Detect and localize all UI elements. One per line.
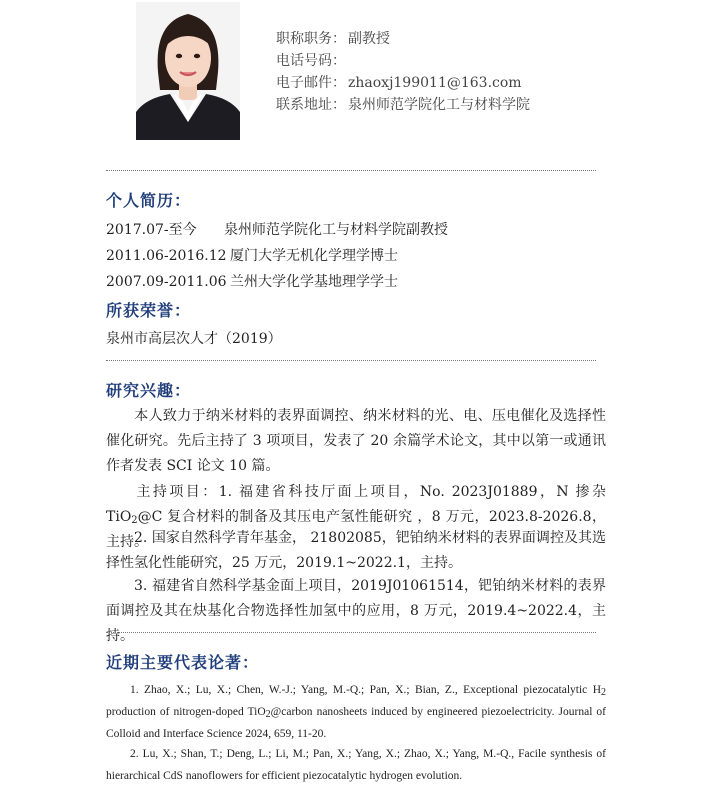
- project-3-text: 3. 福建省自然科学基金面上项目，2019J01061514，钯铂纳米材料的表界面调控及其在炔基化合物选择性加氢中的应用，8 万元，2019.4~2022.4，主持。: [106, 578, 606, 644]
- project-1-text-a: 主持项目：1. 福建省科技厅面上项目，No. 2023J01889，N 掺杂 TiO: [106, 484, 606, 525]
- resume-entry: [106, 243, 448, 269]
- divider: [106, 170, 596, 171]
- email-label: 电子邮件：: [276, 75, 346, 91]
- publication-1-text-a: 1. Zhao, X.; Lu, X.; Chen, W.-J.; Yang, M.-Q.; Pan, X.; Bian, Z., Exceptional piezocatalytic H: [130, 684, 601, 696]
- project-3: [106, 574, 606, 649]
- title-value: 副教授: [348, 31, 390, 47]
- divider: [106, 632, 596, 633]
- resume-entry: [106, 269, 448, 295]
- contact-title-row: [276, 28, 530, 50]
- resume-desc: 兰州大学化学基地理学学士: [230, 274, 398, 290]
- honor-item: 泉州市高层次人才（2019）: [106, 331, 282, 347]
- email-value[interactable]: zhaoxj199011@163.com: [348, 75, 522, 91]
- title-label: 职称职务：: [276, 31, 346, 47]
- contact-email-row: [276, 72, 530, 94]
- publication-1-sub-2: 2: [265, 709, 271, 720]
- research-heading: 研究兴趣：: [106, 381, 192, 400]
- honors-heading: 所获荣誉：: [106, 301, 192, 320]
- publication-1-text-b: production of nitrogen-doped TiO: [106, 706, 266, 718]
- profile-photo: [136, 2, 240, 140]
- research-intro-text: 本人致力于纳米材料的表界面调控、纳米材料的光、电、压电催化及选择性催化研究。先后主持了 3 项项目，发表了 20 余篇学术论文，其中以第一或通讯作者发表 SCI 论文 10 篇。: [106, 408, 606, 474]
- publication-1-sub-1: 2: [601, 687, 606, 698]
- publication-1: [106, 679, 606, 745]
- contact-address-row: [276, 94, 530, 116]
- address-label: 联系地址：: [276, 97, 346, 113]
- publication-2: [106, 743, 606, 787]
- resume-desc: 泉州师范学院化工与材料学院副教授: [224, 222, 448, 238]
- phone-label: 电话号码：: [276, 53, 346, 69]
- contact-info: [276, 28, 530, 116]
- resume-list: [106, 217, 448, 295]
- project-1-sub: 2: [131, 515, 138, 526]
- resume-desc: 厦门大学无机化学理学博士: [230, 248, 398, 264]
- publication-1-text-c: @carbon nanosheets induced by engineered piezoelectricity. Journal of Colloid and Interface Science 2024, 659, 11-20.: [106, 706, 606, 740]
- divider: [106, 360, 596, 361]
- resume-date: 2017.07-至今: [106, 222, 197, 238]
- resume-date: 2007.09-2011.06: [106, 274, 227, 290]
- project-2-text: 2. 国家自然科学青年基金， 21802085，钯铂纳米材料的表界面调控及其选择性氢化性能研究，25 万元，2019.1~2022.1，主持。: [106, 530, 606, 571]
- resume-entry: [106, 217, 448, 243]
- project-2: [106, 526, 606, 576]
- contact-phone-row: [276, 50, 530, 72]
- publications-heading: 近期主要代表论著：: [106, 653, 260, 672]
- resume-heading: 个人简历：: [106, 191, 192, 210]
- address-value: 泉州师范学院化工与材料学院: [348, 97, 530, 113]
- research-intro: [106, 404, 606, 479]
- project-1-text-b: @C 复合材料的制备及其压电产氢性能研究 ，8 万元，2023.8-2026.8，主持。: [106, 509, 606, 550]
- publication-2-text: 2. Lu, X.; Shan, T.; Deng, L.; Li, M.; Pan, X.; Yang, X.; Zhao, X.; Yang, M.-Q., Facile synthesis of hierarchical CdS nanoflowers for efficient piezocatalytic hydrogen evolution.: [106, 748, 606, 782]
- resume-date: 2011.06-2016.12: [106, 248, 227, 264]
